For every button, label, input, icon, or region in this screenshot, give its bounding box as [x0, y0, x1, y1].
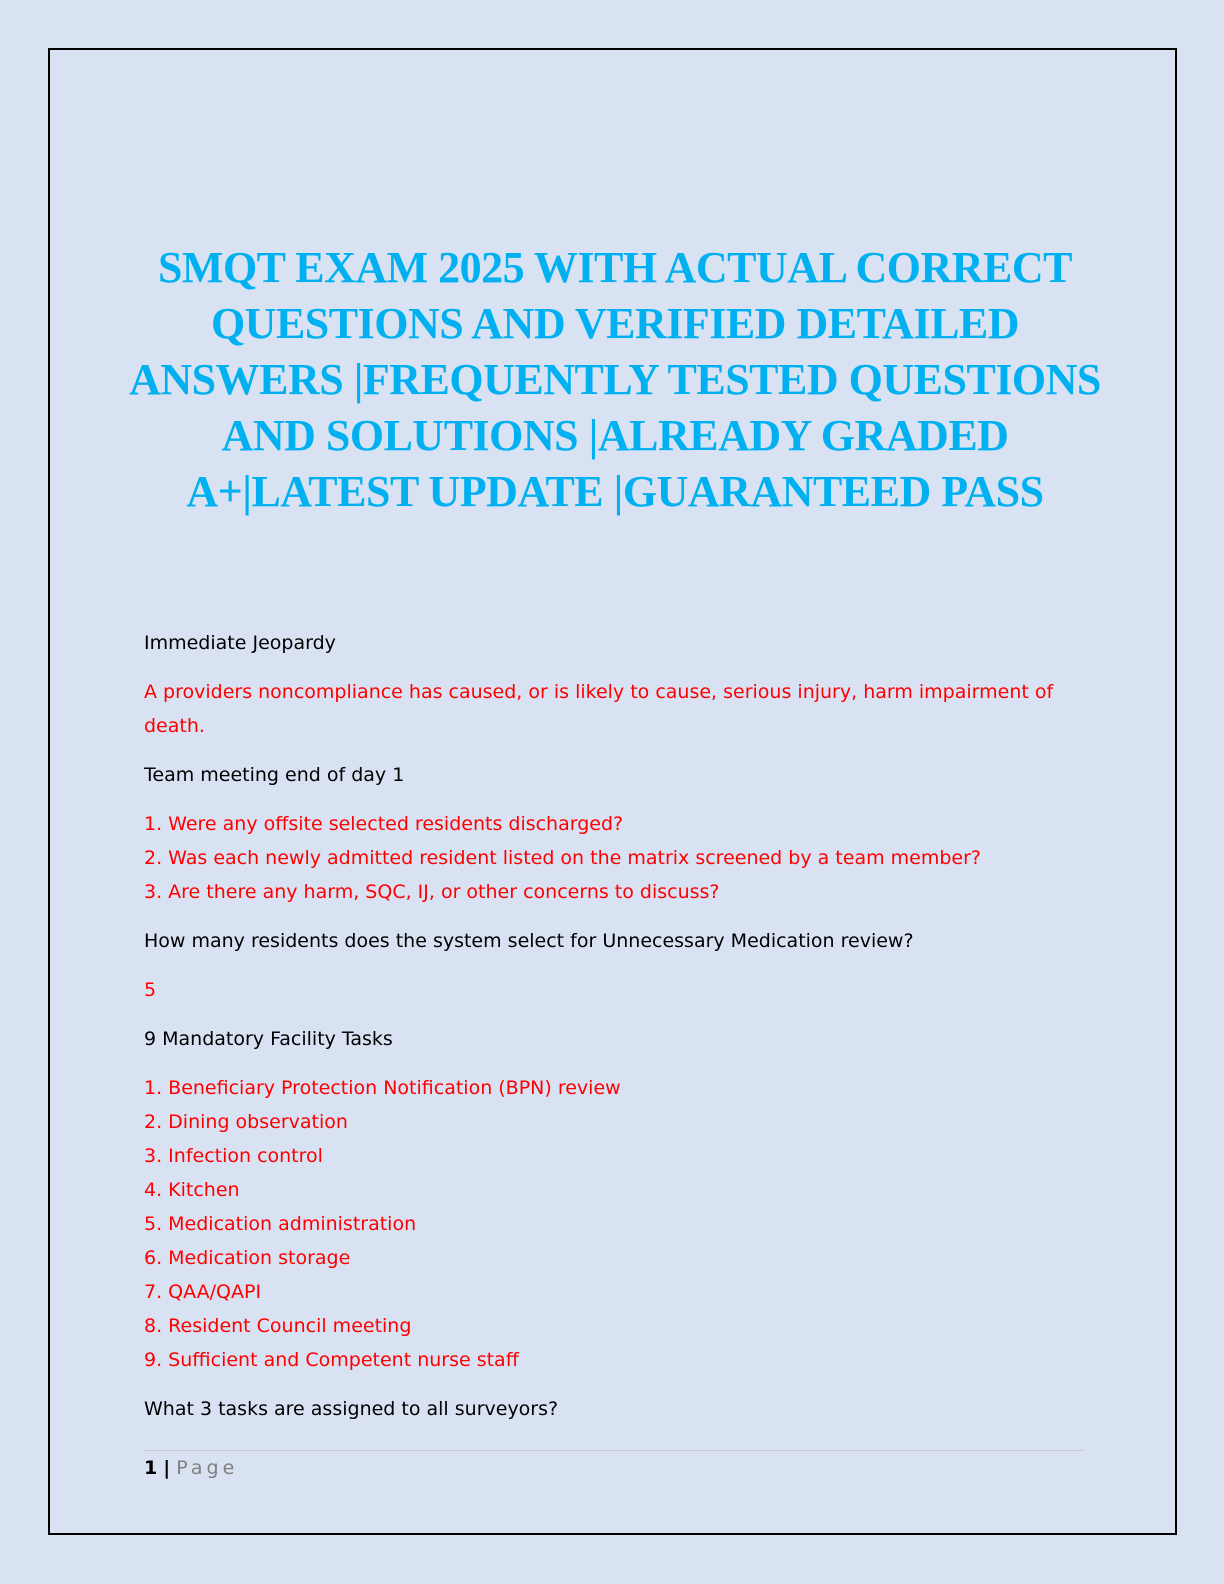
- answer-line: 2. Dining observation: [144, 1111, 348, 1133]
- answer-line: 4. Kitchen: [144, 1179, 240, 1201]
- answer-block: [144, 807, 1084, 909]
- page-label: Page: [176, 1457, 239, 1479]
- answer-line: 2. Was each newly admitted resident listed on the matrix screened by a team member?: [144, 847, 981, 869]
- answer-line: 1. Were any offsite selected residents discharged?: [144, 813, 624, 835]
- document-title: SMQT EXAM 2025 WITH ACTUAL CORRECT QUESTIONS AND VERIFIED DETAILED ANSWERS |FREQUENTLY TESTED QUESTIONS AND SOLUTIONS |ALREADY GRADED A+|LATEST UPDATE |GUARANTEED PASS: [129, 243, 1101, 516]
- answer-line: 5. Medication administration: [144, 1213, 417, 1235]
- question: 9 Mandatory Facility Tasks: [144, 1028, 393, 1050]
- footer-separator: |: [163, 1457, 171, 1479]
- answer-line: 7. QAA/QAPI: [144, 1281, 262, 1303]
- answer-line: 9. Sufficient and Competent nurse staff: [144, 1349, 519, 1371]
- answer-line: A providers noncompliance has caused, or is likely to cause, serious injury, harm impairment of death.: [144, 681, 1054, 737]
- answer-line: 8. Resident Council meeting: [144, 1315, 412, 1337]
- question: What 3 tasks are assigned to all surveyors?: [144, 1398, 559, 1420]
- page-number: 1: [144, 1457, 158, 1479]
- answer-line: 5: [144, 979, 157, 1001]
- answer-block: [144, 973, 1084, 1007]
- answer-line: 3. Infection control: [144, 1145, 323, 1167]
- question: How many residents does the system select for Unnecessary Medication review?: [144, 930, 914, 952]
- question: Immediate Jeopardy: [144, 632, 336, 654]
- page-footer: [144, 1450, 1084, 1483]
- answer-line: 1. Beneficiary Protection Notification (BPN) review: [144, 1077, 621, 1099]
- answer-line: 3. Are there any harm, SQC, IJ, or other concerns to discuss?: [144, 881, 720, 903]
- question: Team meeting end of day 1: [144, 764, 405, 786]
- answer-line: 6. Medication storage: [144, 1247, 351, 1269]
- document-body: [144, 626, 1084, 1441]
- answer-block: [144, 675, 1084, 743]
- answer-block: [144, 1071, 1084, 1377]
